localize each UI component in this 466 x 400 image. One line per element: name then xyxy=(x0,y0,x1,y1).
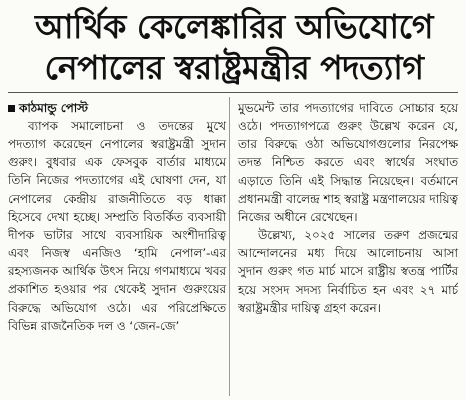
dateline xyxy=(8,99,226,117)
article-paragraph-1-continued: মুভমেন্ট তার পদত্যাগের দাবিতে সোচ্চার হয়ে ওঠে। পদত্যাগপত্রে গুরুং উল্লেখ করেন যে, তার বিরুদ্ধে ওঠা অভিযোগগুলোর নিরপেক্ষ তদন্ত নিশ্চিত করতে এবং স্বার্থের সংঘাত এড়াতে তিনি এই সিদ্ধান্ত নিয়েছেন। বর্তমানে প্রধানমন্ত্রী বালেন্দ্র শাহ স্বরাষ্ট্র মন্ত্রণালয়ের দায়িত্ব নিজের অধীনে রেখেছেন। xyxy=(238,101,458,224)
column-divider xyxy=(229,97,230,396)
dateline-text: কাঠমান্ডু পোস্ট xyxy=(19,100,88,115)
headline-line-1: আর্থিক কেলেঙ্কারির অভিযোগে xyxy=(35,7,433,46)
article-paragraph-1: ব্যাপক সমালোচনা ও তদন্তের মুখে পদত্যাগ করেছেন নেপালের স্বরাষ্ট্রমন্ত্রী সুদান গুরুং। বুধবার এক ফেসবুক বার্তার মাধ্যমে তিনি নিজের পদত্যাগের এই ঘোষণা দেন, যা নেপালের কেন্দ্রীয় রাজনীতিতে বড় ধাক্কা হিসেবে দেখা হচ্ছে। সম্প্রতি বিতর্কিত ব্যবসায়ী দীপক ভাটার সাথে ব্যবসায়িক অংশীদারিত্ব এবং নিজস্ব এনজিও ‘হামি নেপাল’-এর রহস্যজনক আর্থিক উৎস নিয়ে গণমাধ্যমে খবর প্রকাশিত হওয়ার পর থেকেই সুদান গুরুংয়ের বিরুদ্ধে অভিযোগ ওঠে। এর পরিপ্রেক্ষিতে বিভিন্ন রাজনৈতিক দল ও ‘জেন-জে’ xyxy=(8,119,226,333)
article-paragraph-2: উল্লেখ্য, ২০২৫ সালের তরুণ প্রজন্মের আন্দোলনের মধ্য দিয়ে আলোচনায় আসা সুদান গুরুং গত মার্চ মাসে রাষ্ট্রীয় স্বতন্ত্র পার্টির হয়ে সংসদ সদস্য নির্বাচিত হন এবং ২৭ মার্চ স্বরাষ্ট্রমন্ত্রীর দায়িত্ব গ্রহণ করেন। xyxy=(238,228,458,315)
headline xyxy=(10,6,458,88)
headline-line-2: নেপালের স্বরাষ্ট্রমন্ত্রীর পদত্যাগ xyxy=(44,48,424,87)
headline-rule xyxy=(8,92,458,93)
square-bullet-icon xyxy=(8,105,15,112)
article-column-right xyxy=(238,99,458,317)
article-column-left xyxy=(8,99,226,335)
